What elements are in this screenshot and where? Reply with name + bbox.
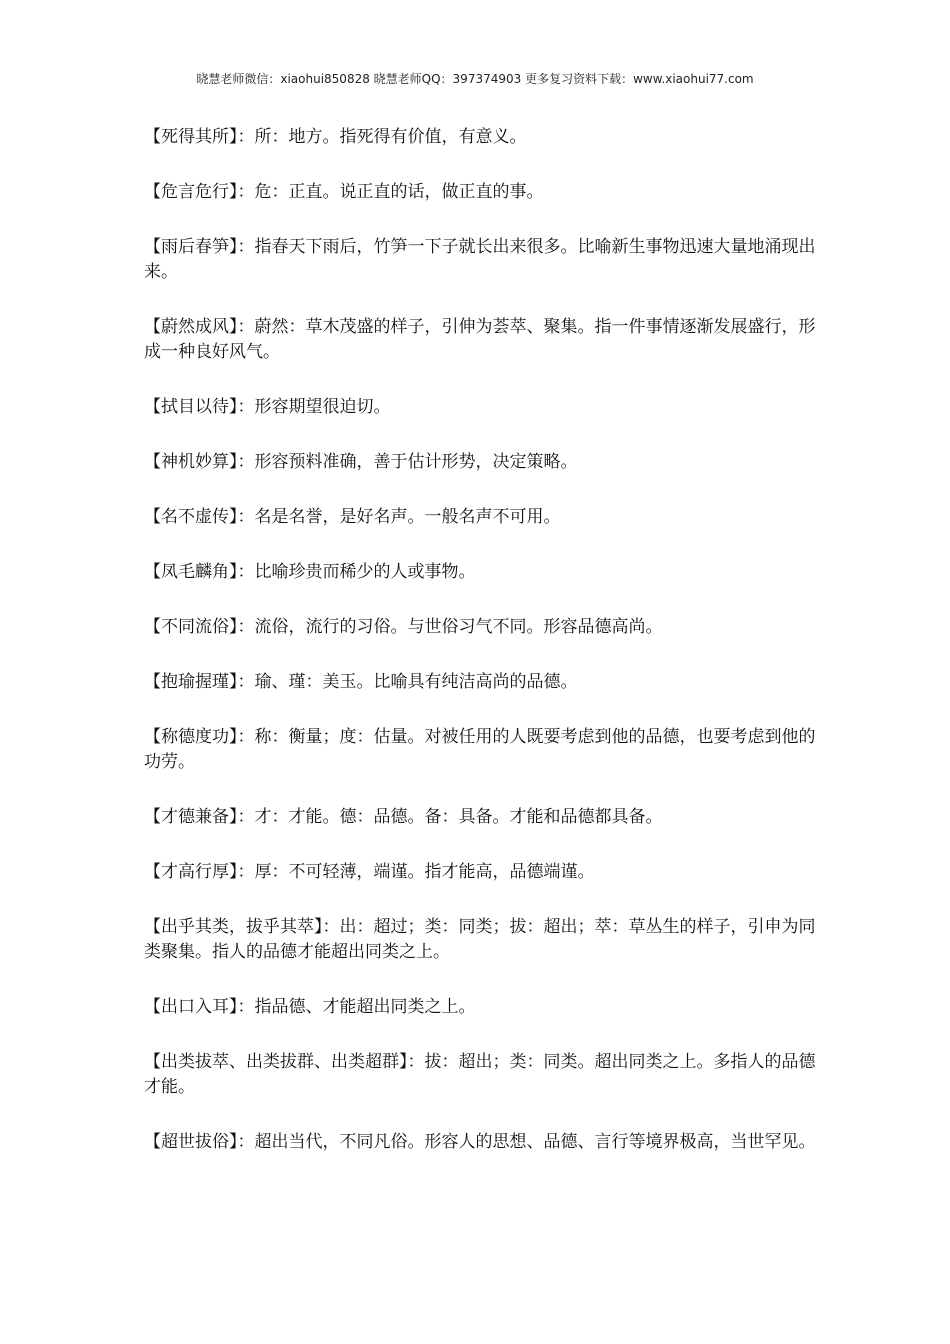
idiom-entry: 【出乎其类，拔乎其萃】：出：超过；类：同类；拔：超出；萃：草丛生的样子，引申为同类聚集。指人的品德才能超出同类之上。 <box>144 917 816 962</box>
idiom-entry: 【抱瑜握瑾】：瑜、瑾：美玉。比喻具有纯洁高尚的品德。 <box>144 672 578 692</box>
idiom-entry: 【称德度功】：称：衡量；度：估量。对被任用的人既要考虑到他的品德，也要考虑到他的功劳。 <box>144 727 816 772</box>
idiom-entry: 【名不虚传】：名是名誉，是好名声。一般名声不可用。 <box>144 507 561 527</box>
idiom-entry: 【危言危行】：危：正直。说正直的话，做正直的事。 <box>144 182 544 202</box>
idiom-list <box>144 125 818 1185</box>
idiom-entry: 【才德兼备】：才：才能。德：品德。备：具备。才能和品德都具备。 <box>144 807 663 827</box>
idiom-entry: 【蔚然成风】：蔚然：草木茂盛的样子，引伸为荟萃、聚集。指一件事情逐渐发展盛行，形成一种良好风气。 <box>144 317 816 362</box>
idiom-entry: 【拭目以待】：形容期望很迫切。 <box>144 397 391 417</box>
idiom-entry: 【出类拔萃、出类拔群、出类超群】：拔：超出；类：同类。超出同类之上。多指人的品德才能。 <box>144 1052 816 1097</box>
idiom-entry: 【超世拔俗】：超出当代，不同凡俗。形容人的思想、品德、言行等境界极高，当世罕见。 <box>144 1132 816 1152</box>
idiom-entry: 【凤毛麟角】：比喻珍贵而稀少的人或事物。 <box>144 562 476 582</box>
idiom-entry: 【神机妙算】：形容预料准确，善于估计形势，决定策略。 <box>144 452 578 472</box>
idiom-entry: 【不同流俗】：流俗，流行的习俗。与世俗习气不同。形容品德高尚。 <box>144 617 663 637</box>
idiom-entry: 【才高行厚】：厚：不可轻薄，端谨。指才能高，品德端谨。 <box>144 862 595 882</box>
idiom-entry: 【死得其所】：所：地方。指死得有价值，有意义。 <box>144 127 527 147</box>
idiom-entry: 【雨后春笋】：指春天下雨后，竹笋一下子就长出来很多。比喻新生事物迅速大量地涌现出来。 <box>144 237 816 282</box>
idiom-entry: 【出口入耳】：指品德、才能超出同类之上。 <box>144 997 476 1017</box>
page-header: 晓慧老师微信：xiaohui850828 晓慧老师QQ：397374903 更多复习资料下载：www.xiaohui77.com <box>196 72 754 86</box>
